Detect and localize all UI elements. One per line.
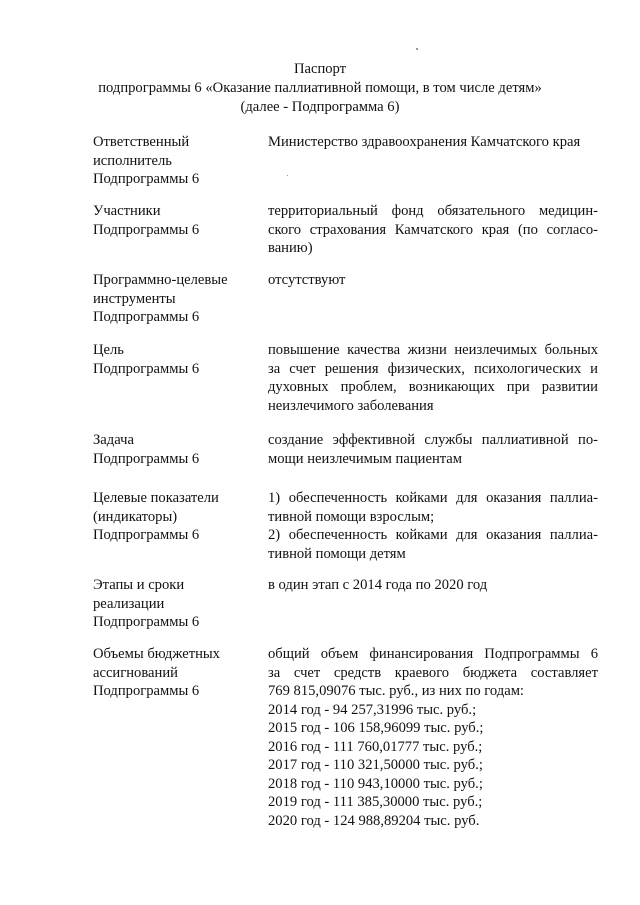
document-subtitle: подпрограммы 6 «Оказание паллиативной помощи, в том числе детям» — [98, 80, 542, 96]
budget-year-line: 2017 год - 110 321,50000 тыс. руб.; — [268, 757, 483, 773]
scan-speck — [287, 175, 288, 176]
row-label: Объемы бюджетных ассигнований Подпрограммы 6 — [93, 646, 220, 699]
row-value: создание эффективной службы паллиативной по- мощи неизлечимым пациентам — [268, 432, 598, 467]
budget-year-line: 2020 год - 124 988,89204 тыс. руб. — [268, 812, 480, 829]
budget-year-line: 2014 год - 94 257,31996 тыс. руб.; — [268, 701, 477, 718]
scan-speck — [416, 48, 418, 50]
budget-year-line: 2018 год - 110 943,10000 тыс. руб.; — [268, 775, 483, 792]
row-label: Ответственный исполнитель Подпрограммы 6 — [93, 134, 200, 187]
row-value: общий объем финансирования Подпрограммы 6 за счет средств краевого бюджета составляет 769 815,09076 тыс. руб., из них по годам: 2014 год - 94 257,31996 тыс. руб.; 2015 год - 106 158,96099 тыс. руб.; 2016 год - 111 760,01777 тыс. руб.; 2017 год - 110 321,50000 тыс. руб.; 2018 год - 110 943,10000 тыс. руб.; 2019 год - 111 385,30000 тыс. руб.; 2020 год - 124 988,89204 тыс. руб. — [268, 646, 598, 829]
budget-year-line: 2015 год - 106 158,96099 тыс. руб.; — [268, 720, 484, 736]
document-header — [0, 60, 640, 117]
row-value: повышение качества жизни неизлечимых больных за счет решения физических, психологических и духовных проблем, возникающих при развитии неизлечимого заболевания — [268, 342, 598, 414]
document-title: Паспорт — [293, 61, 347, 77]
row-label: Программно-целевые инструменты Подпрограммы 6 — [93, 272, 228, 325]
row-label: Целевые показатели (индикаторы) Подпрограммы 6 — [93, 490, 219, 543]
row-label: Участники Подпрограммы 6 — [93, 203, 200, 238]
row-value: отсутствуют — [268, 272, 346, 288]
row-label: Этапы и сроки реализации Подпрограммы 6 — [93, 577, 200, 630]
row-label: Цель Подпрограммы 6 — [93, 342, 200, 377]
row-value: территориальный фонд обязательного медицин- ского страхования Камчатского края (по согласо- ванию) — [268, 203, 598, 256]
row-value: 1) обеспеченность койками для оказания паллиа- тивной помощи взрослым; 2) обеспеченность койками для оказания паллиа- тивной помощи детям — [268, 490, 598, 562]
budget-year-line: 2016 год - 111 760,01777 тыс. руб.; — [268, 738, 483, 755]
row-value: Министерство здравоохранения Камчатского края — [268, 134, 581, 150]
row-label: Задача Подпрограммы 6 — [93, 432, 200, 467]
budget-year-line: 2019 год - 111 385,30000 тыс. руб.; — [268, 794, 483, 810]
row-value: в один этап с 2014 года по 2020 год — [268, 577, 488, 593]
document-subtitle-note: (далее - Подпрограмма 6) — [240, 99, 400, 115]
